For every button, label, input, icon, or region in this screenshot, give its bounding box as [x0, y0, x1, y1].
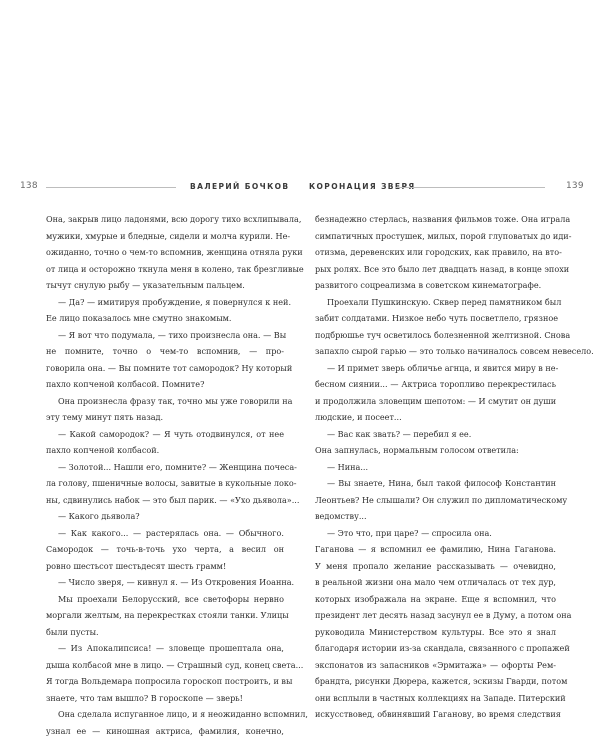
text-line: — Я вот что подумала, — тихо произнесла она. — Вы — [58, 329, 287, 340]
text-line: тычут снулую рыбу — указательным пальцем. — [46, 280, 245, 290]
text-line: мужики, хмурые и бледные, сидели и молча курили. Не- — [46, 230, 291, 241]
text-line: Я тогда Вольдемара попросила гороскоп построить, и вы — [46, 676, 293, 686]
text-line: президент лет десять назад засунул ее в Думу, а потом она — [315, 610, 572, 620]
text-line: знаете, что там вышло? В гороскопе — зверь! — [46, 692, 243, 703]
text-line: и продолжила зловещим шепотом: — И смутит он души — [315, 395, 557, 406]
text-line: эту тему минут пять назад. — [46, 412, 164, 422]
right-header-rule — [395, 187, 545, 188]
text-line: Самородок — точь-в-точь ухо черта, а весил он — [46, 544, 284, 554]
text-line: отизма, деревенских или городских, как правило, на вто- — [315, 247, 562, 257]
text-line: — Золотой... Нашли его, помните? — Женщина почеса- — [58, 461, 297, 472]
text-line: не помните, точно о чем-то вспомнив, — про- — [46, 346, 284, 356]
text-line: рых ролях. Все это было лет двадцать назад, в конце эпохи — [315, 263, 570, 274]
left-page-text — [46, 211, 308, 739]
text-line: Она сделала испуганное лицо, и я неожиданно вспомнил, — [58, 709, 308, 719]
text-line: говорила она. — Вы помните тот самородок? Ну который — [46, 362, 293, 373]
text-line: Мы проехали Белорусский, все светофоры нервно — [58, 593, 284, 604]
text-line: пахло копченой колбасой. Помните? — [46, 379, 205, 389]
right-page-number: 139 — [566, 181, 584, 191]
text-line: которых изображала на экране. Еще я вспомнил, что — [315, 593, 556, 604]
text-line: — Это что, при царе? — спросила она. — [327, 527, 492, 538]
text-line: забит солдатами. Низкое небо чуть посветлело, грязное — [315, 313, 559, 323]
text-line: подбрюшье туч осветилось болезненной желтизной. Снова — [315, 329, 571, 340]
text-line: они всплыли в частных коллекциях на Западе. Питерский — [315, 692, 566, 703]
text-line: ны, сдвинулись набок — это был парик. — «Ухо дьявола»... — [46, 494, 300, 505]
left-header-rule — [46, 187, 176, 188]
text-line: — Как какого... — растерялась она. — Обычного. — [58, 527, 284, 538]
text-line: ла голову, пшеничные волосы, завитые в кукольные локо- — [46, 478, 297, 488]
left-page-number: 138 — [20, 181, 38, 191]
text-line: бесном сиянии... — Актриса торопливо перекрестилась — [315, 379, 556, 389]
text-line: — Какого дьявола? — [58, 511, 140, 521]
text-line: Она, закрыв лицо ладонями, всю дорогу тихо всхлипывала, — [46, 214, 302, 224]
text-line: благодаря истории из-за скандала, связанного с пропажей — [315, 643, 570, 653]
text-line: Леонтьев? Не слышали? Он служил по дипломатическому — [315, 494, 568, 505]
text-line: пахло копченой колбасой. — [46, 445, 160, 455]
text-line: развитого соцреализма в советском кинематографе. — [315, 280, 542, 290]
text-line: в реальной жизни она мало чем отличалась от тех дур, — [315, 577, 556, 587]
text-line: — Число зверя, — кивнул я. — Из Откровения Иоанна. — [58, 577, 295, 587]
right-page-text — [315, 211, 594, 723]
text-line: — И примет зверь обличье агнца, и явится миру в не- — [327, 362, 559, 373]
text-line: ожиданно, точно о чем-то вспомнив, женщина отняла руки — [46, 247, 303, 257]
left-running-head: ВАЛЕРИЙ БОЧКОВ — [190, 182, 290, 191]
text-line: — Да? — имитируя пробуждение, я повернулся к ней. — [58, 296, 292, 307]
text-line: моргали желтым, на перекрестках стояли танки. Улицы — [46, 610, 289, 620]
text-line: от лица и осторожно ткнула меня в колено, так брезгливые — [46, 263, 304, 274]
text-line: ведомству... — [315, 511, 367, 521]
text-line: безнадежно стерлась, названия фильмов тоже. Она играла — [315, 214, 571, 224]
text-line: Она произнесла фразу так, точно мы уже говорили на — [58, 395, 293, 406]
text-line: — Нина... — [327, 461, 369, 472]
text-line: были пусты. — [46, 626, 99, 637]
text-line: брандта, рисунки Дюрера, кажется, эскизы Гварди, потом — [315, 676, 568, 686]
text-line: узнал ее — киношная актриса, фамилия, конечно, — [46, 725, 284, 736]
text-line: ровно шестьсот шестьдесят шесть грамм! — [46, 560, 227, 571]
text-line: — Вы знаете, Нина, был такой философ Константин — [327, 478, 556, 488]
text-line: Проехали Пушкинскую. Сквер перед памятником был — [327, 296, 562, 307]
text-line: людские, и посеет... — [315, 412, 402, 422]
text-line: запахло сырой гарью — это только начиналось совсем невесело. — [315, 346, 594, 356]
text-line: — Из Апокалипсиса! — зловеще прошептала она, — [58, 643, 284, 653]
text-line: дыша колбасой мне в лицо. — Страшный суд, конец света... — [46, 659, 304, 670]
right-running-head: КОРОНАЦИЯ ЗВЕРЯ — [309, 182, 416, 191]
text-line: Она запнулась, нормальным голосом ответила: — [315, 445, 519, 455]
text-line: Ее лицо показалось мне смутно знакомым. — [46, 313, 232, 323]
text-line: искусствовед, обвинявший Гаганову, во время следствия — [315, 709, 561, 719]
text-line: У меня пропало желание рассказывать — очевидно, — [315, 560, 556, 571]
text-line: симпатичных простушек, милых, порой глуповатых до иди- — [315, 230, 572, 241]
text-line: — Вас как звать? — перебил я ее. — [327, 428, 472, 439]
text-line: — Какой самородок? — Я чуть отодвинулся, от нее — [58, 428, 284, 439]
text-line: экспонатов из запасников «Эрмитажа» — офорты Рем- — [315, 659, 556, 670]
text-line: руководила Министерством культуры. Все это я знал — [315, 626, 556, 637]
text-line: Гаганова — я вспомнил ее фамилию, Нина Гаганова. — [315, 544, 556, 554]
